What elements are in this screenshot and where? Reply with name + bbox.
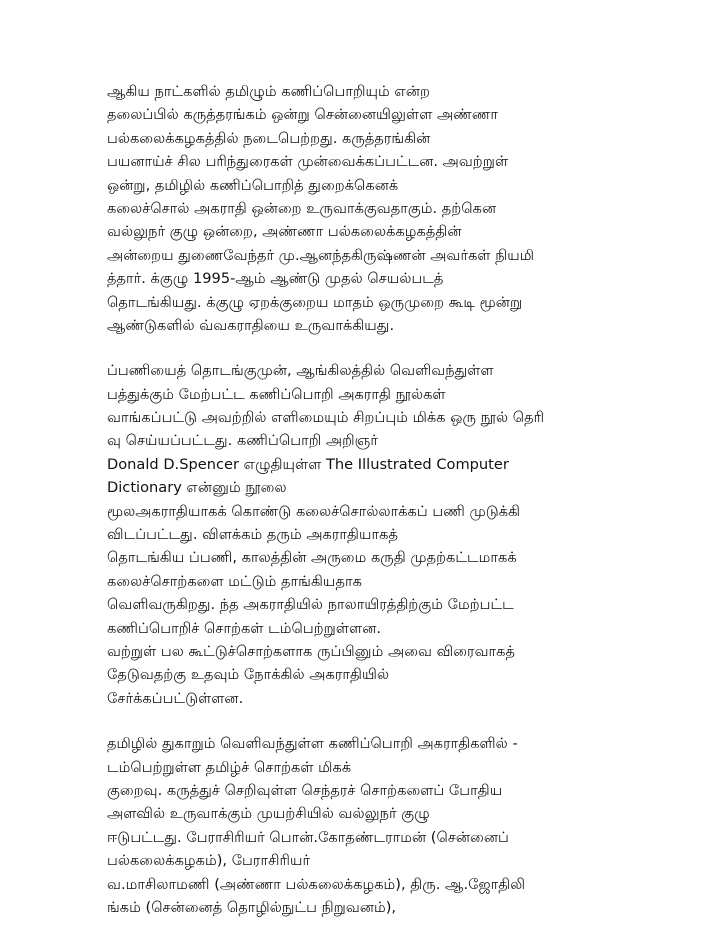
text-line: கலைச்சொல் அகராதி ஒன்றை உருவாக்குவதாகும். தற்கென bbox=[107, 199, 497, 217]
text-line: தொடங்கியது. க்குழு ஏறக்குறைய மாதம் ஒருமுறை கூடி மூன்று bbox=[107, 293, 523, 311]
text-line: விடப்பட்டது. விளக்கம் தரும் அகராதியாகத் bbox=[107, 526, 398, 544]
text-line: தமிழில் துகாறும் வெளிவந்துள்ள கணிப்பொறி அகராதிகளில் - bbox=[107, 735, 518, 753]
text-line: அன்றைய துணைவேந்தர் மு.ஆனந்தகிருஷ்ணன் அவர்கள் நியமி bbox=[107, 246, 535, 264]
text-line: வாங்கப்பட்டு அவற்றில் எளிமையும் சிறப்பும் மிக்க ஒரு நூல் தெரி bbox=[107, 409, 545, 427]
paragraph-3 bbox=[107, 732, 627, 919]
text-line: வல்லுநர் குழு ஒன்றை, அண்ணா பல்கலைக்கழகத்தின் bbox=[107, 223, 462, 241]
text-line: டம்பெற்றுள்ள தமிழ்ச் சொற்கள் மிகக் bbox=[107, 758, 352, 776]
text-line: அளவில் உருவாக்கும் முயற்சியில் வல்லுநர் குழு bbox=[107, 805, 430, 823]
text-line: தேடுவதற்கு உதவும் நோக்கில் அகராதியில் bbox=[107, 666, 390, 684]
text-line: பல்கலைக்கழகம்), பேராசிரியர் bbox=[107, 852, 311, 870]
paragraph-gap bbox=[107, 710, 627, 732]
text-line: வற்றுள் பல கூட்டுச்சொற்களாக ருப்பினும் அவை விரைவாகத் bbox=[107, 642, 516, 660]
text-line: ஒன்று, தமிழில் கணிப்பொறித் துறைக்கெனக் bbox=[107, 176, 399, 194]
document-body bbox=[107, 80, 627, 919]
text-line: வெளிவருகிறது. ந்த அகராதியில் நாலாயிரத்திற்கும் மேற்பட்ட bbox=[107, 596, 514, 614]
text-line: ஆகிய நாட்களில் தமிழும் கணிப்பொறியும் என்ற bbox=[107, 83, 430, 100]
text-line: பல்கலைக்கழகத்தில் நடைபெற்றது. கருத்தரங்கின் bbox=[107, 129, 431, 147]
text-line: ஆண்டுகளில் வ்வகராதியை உருவாக்கியது. bbox=[107, 316, 395, 334]
text-line: Donald D.Spencer எழுதியுள்ள The Illustrated Computer bbox=[107, 455, 509, 473]
text-line: பத்துக்கும் மேற்பட்ட கணிப்பொறி அகராதி நூல்கள் bbox=[107, 385, 446, 403]
text-line: தலைப்பில் கருத்தரங்கம் ஒன்று சென்னையிலுள்ள அண்ணா bbox=[107, 106, 499, 124]
text-line: குறைவு. கருத்துச் செறிவுள்ள செந்தரச் சொற்களைப் போதிய bbox=[107, 781, 503, 799]
text-line: பயனாய்ச் சில பரிந்துரைகள் முன்வைக்கப்பட்டன. அவற்றுள் bbox=[107, 153, 509, 171]
text-line: கணிப்பொறிச் சொற்கள் டம்பெற்றுள்ளன. bbox=[107, 619, 381, 637]
text-line: தொடங்கிய ப்பணி, காலத்தின் அருமை கருதி முதற்கட்டமாகக் bbox=[107, 549, 517, 567]
text-line: ப்பணியைத் தொடங்குமுன், ஆங்கிலத்தில் வெளிவந்துள்ள bbox=[107, 362, 494, 380]
text-line: மூலஅகராதியாகக் கொண்டு கலைச்சொல்லாக்கப் பணி முடுக்கி bbox=[107, 502, 521, 520]
text-line: த்தார். க்குழு 1995-ஆம் ஆண்டு முதல் செயல்படத் bbox=[107, 270, 444, 288]
text-line: கலைச்சொற்களை மட்டும் தாங்கியதாக bbox=[107, 572, 362, 590]
text-line: ஈடுபட்டது. பேராசிரியர் பொன்.கோதண்டராமன் (சென்னைப் bbox=[107, 828, 509, 846]
text-line: சேர்க்கப்பட்டுள்ளன. bbox=[107, 689, 244, 707]
paragraph-1 bbox=[107, 80, 627, 337]
text-line: வ.மாசிலாமணி (அண்ணா பல்கலைக்கழகம்), திரு. ஆ.ஜோதிலி bbox=[107, 875, 526, 893]
paragraph-2 bbox=[107, 359, 627, 710]
paragraph-gap bbox=[107, 337, 627, 359]
text-line: வு செய்யப்பட்டது. கணிப்பொறி அறிஞர் bbox=[107, 432, 378, 450]
text-line: ங்கம் (சென்னைத் தொழில்நுட்ப நிறுவனம்), bbox=[107, 898, 397, 916]
text-line: Dictionary என்னும் நூலை bbox=[107, 479, 287, 497]
